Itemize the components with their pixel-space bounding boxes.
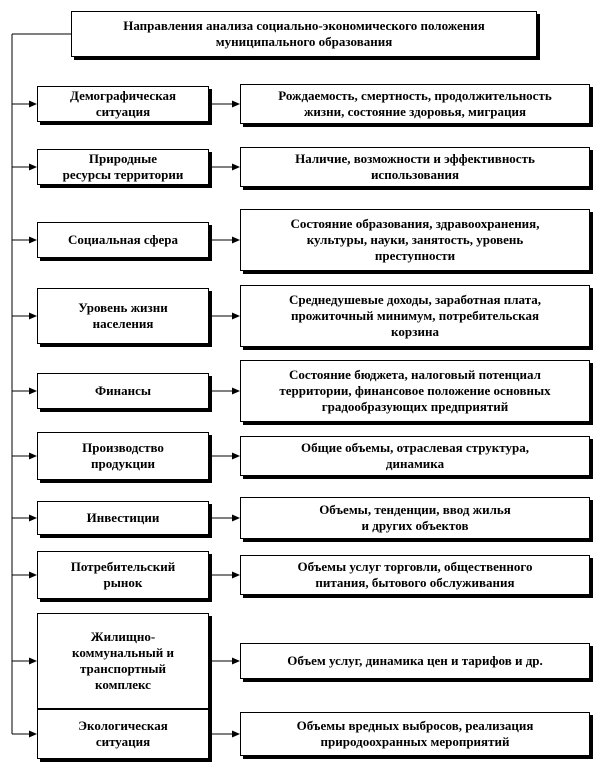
category-box-2: Природные ресурсы территории bbox=[37, 149, 209, 185]
description-box-10: Объемы вредных выбросов, реализация природоохранных мероприятий bbox=[240, 712, 590, 756]
category-box-1: Демографическая ситуация bbox=[37, 86, 209, 122]
diagram-title: Направления анализа социально-экономического положения муниципального образования bbox=[71, 11, 537, 57]
category-box-7: Инвестиции bbox=[37, 501, 209, 535]
description-box-7: Объемы, тенденции, ввод жилья и других объектов bbox=[240, 497, 590, 539]
description-box-6: Общие объемы, отраслевая структура, динамика bbox=[240, 436, 590, 476]
description-box-3: Состояние образования, здравоохранения, культуры, науки, занятость, уровень преступности bbox=[240, 209, 590, 271]
description-box-8: Объемы услуг торговли, общественного питания, бытового обслуживания bbox=[240, 555, 590, 595]
description-box-2: Наличие, возможности и эффективность использования bbox=[240, 147, 590, 187]
description-box-4: Среднедушевые доходы, заработная плата, прожиточный минимум, потребительская корзина bbox=[240, 285, 590, 347]
description-box-1: Рождаемость, смертность, продолжительность жизни, состояние здоровья, миграция bbox=[240, 84, 590, 124]
category-box-5: Финансы bbox=[37, 373, 209, 409]
description-box-5: Состояние бюджета, налоговый потенциал территории, финансовое положение основных градообразующих предприятий bbox=[240, 360, 590, 422]
category-box-9: Жилищно- коммунальный и транспортный комплекс bbox=[37, 613, 209, 709]
category-box-10: Экологическая ситуация bbox=[37, 709, 209, 759]
description-box-9: Объем услуг, динамика цен и тарифов и др. bbox=[240, 643, 590, 679]
category-box-8: Потребительский рынок bbox=[37, 551, 209, 599]
category-box-6: Производство продукции bbox=[37, 432, 209, 480]
category-box-3: Социальная сфера bbox=[37, 222, 209, 258]
category-box-4: Уровень жизни населения bbox=[37, 288, 209, 344]
